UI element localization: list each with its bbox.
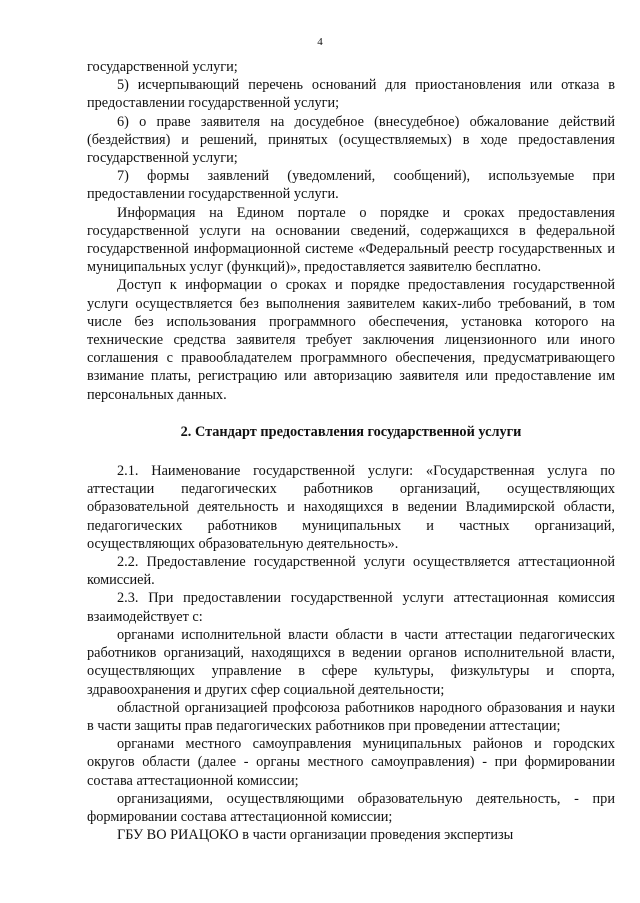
paragraph: Доступ к информации о сроках и порядке предоставления государственной услуги осуществляется без выполнения заявителем каких-либо требований, в том числе без использования программного обеспечения, установка которого на технические средства заявителя требует заключения лицензионного или иного соглашения с правообладателем программного обеспечения, предусматривающего взимание платы, регистрацию или авторизацию заявителя или предоставление им персональных данных. bbox=[87, 277, 615, 403]
paragraph: 7) формы заявлений (уведомлений, сообщений), используемые при предоставлении государственной услуги. bbox=[87, 168, 615, 203]
paragraph: 5) исчерпывающий перечень оснований для приостановления или отказа в предоставлении государственной услуги; bbox=[87, 77, 615, 112]
paragraph: 6) о праве заявителя на досудебное (внесудебное) обжалование действий (бездействия) и решений, принятых (осуществляемых) в ходе предоставления государственной услуги; bbox=[87, 113, 615, 167]
page-number: 4 bbox=[317, 36, 323, 48]
paragraph: государственной услуги; bbox=[87, 59, 238, 75]
paragraph: органами местного самоуправления муниципальных районов и городских округов области (далее - органы местного самоуправления) - при формировании состава аттестационной комиссии; bbox=[87, 736, 615, 789]
paragraph: 2.2. Предоставление государственной услуги осуществляется аттестационной комиссией. bbox=[87, 554, 615, 589]
paragraph: областной организацией профсоюза работников народного образования и науки в части защиты прав педагогических работников при проведении аттестации; bbox=[87, 699, 615, 734]
paragraph: ГБУ ВО РИАЦОКО в части организации проведения экспертизы bbox=[117, 827, 514, 844]
paragraph: 2.1. Наименование государственной услуги: «Государственная услуга по аттестации педагогических работников организаций, осуществляющих образовательной деятельность и находящихся в ведении Владимирской области, педагогических работников муниципальных и частных организаций, осуществляющих образовательную деятельность». bbox=[87, 463, 615, 552]
paragraph: организациями, осуществляющими образовательную деятельность, - при формировании состава аттестационной комиссии; bbox=[87, 790, 615, 825]
document-body bbox=[87, 58, 615, 844]
section-heading: 2. Стандарт предоставления государственной услуги bbox=[180, 423, 522, 440]
paragraph: 2.3. При предоставлении государственной услуги аттестационная комиссия взаимодействует с: bbox=[87, 590, 615, 625]
paragraph: органами исполнительной власти области в части аттестации педагогических работников организаций, находящихся в ведении органов исполнительной власти, осуществляющих управление в сфере культуры, физкультуры и спорта, здравоохранения и других сфер социальной деятельности; bbox=[87, 626, 615, 698]
paragraph: Информация на Едином портале о порядке и сроках предоставления государственной услуги на основании сведений, содержащихся в федеральной государственной информационной системе «Федеральный реестр государственных и муниципальных услуг (функций)», предоставляется заявителю бесплатно. bbox=[87, 204, 615, 276]
